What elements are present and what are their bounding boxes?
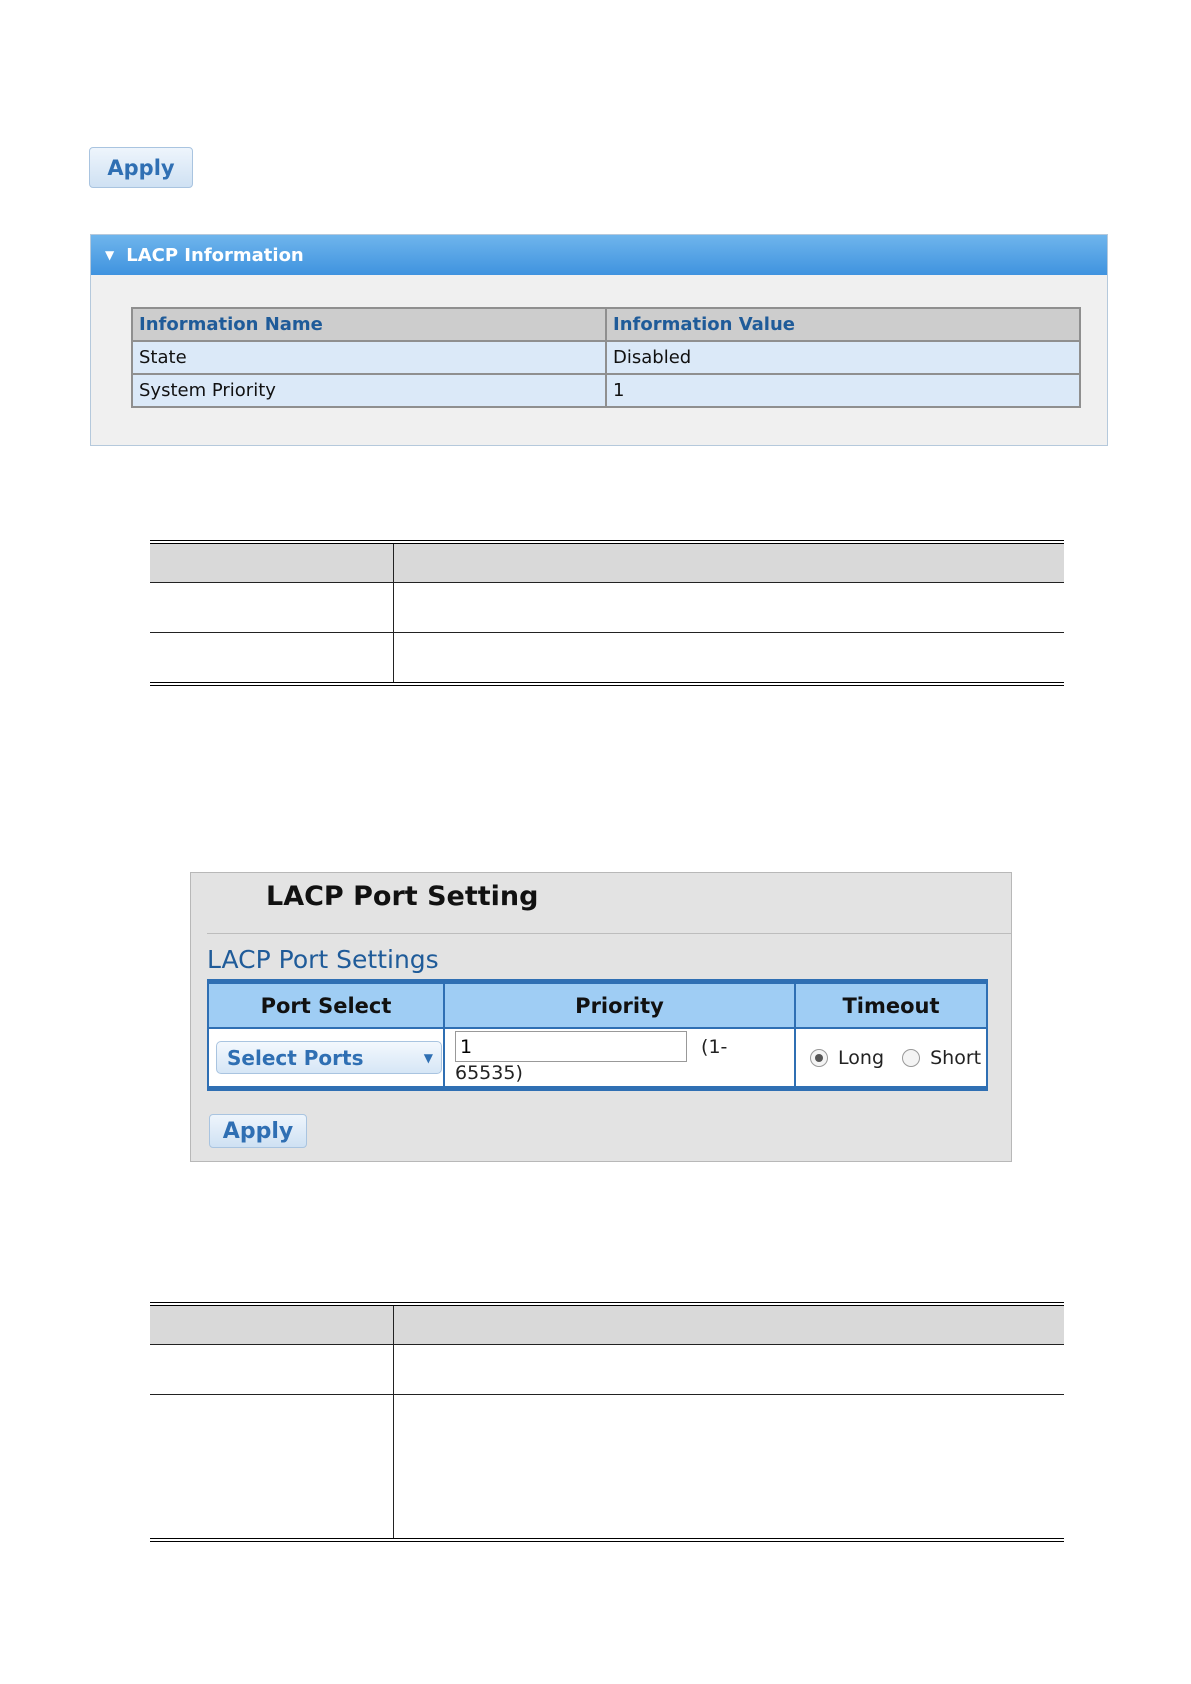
column-header-information-name: Information Name — [132, 308, 606, 341]
lacp-information-header[interactable] — [91, 235, 1107, 275]
description-header-row — [150, 544, 1064, 583]
select-ports-dropdown[interactable] — [216, 1041, 442, 1074]
apply-button[interactable]: Apply — [89, 147, 193, 188]
description-row — [150, 583, 1064, 633]
description-cell — [150, 544, 394, 582]
column-header-information-value: Information Value — [606, 308, 1080, 341]
table-header-row — [132, 308, 1080, 341]
port-select-cell — [209, 1028, 444, 1086]
timeout-long-radio[interactable] — [810, 1049, 828, 1067]
lacp-information-title: LACP Information — [126, 244, 304, 266]
info-name-cell: State — [132, 341, 606, 374]
timeout-short-radio[interactable] — [902, 1049, 920, 1067]
apply-port-settings-button[interactable]: Apply — [209, 1114, 307, 1148]
description-header-row — [150, 1306, 1064, 1345]
table-row — [132, 341, 1080, 374]
description-table-1 — [150, 540, 1064, 686]
description-cell — [394, 583, 1064, 632]
table-header-row — [209, 984, 986, 1028]
description-row — [150, 1395, 1064, 1538]
dropdown-caret-icon: ▼ — [423, 1050, 433, 1065]
description-row — [150, 633, 1064, 682]
description-cell — [150, 1345, 394, 1394]
priority-input[interactable] — [455, 1031, 687, 1062]
divider — [207, 933, 1011, 934]
timeout-long-label: Long — [838, 1046, 885, 1069]
lacp-port-setting-panel — [190, 872, 1012, 1162]
timeout-short-label: Short — [930, 1046, 982, 1069]
column-header-timeout: Timeout — [795, 984, 986, 1028]
select-ports-label: Select Ports — [227, 1045, 364, 1070]
description-cell — [150, 1306, 394, 1344]
table-row — [132, 374, 1080, 407]
info-value-cell: Disabled — [606, 341, 1080, 374]
port-settings-table — [207, 979, 988, 1091]
column-header-priority: Priority — [444, 984, 795, 1028]
description-row — [150, 1345, 1064, 1395]
description-cell — [394, 1345, 1064, 1394]
description-table-2 — [150, 1302, 1064, 1542]
timeout-cell — [795, 1028, 986, 1086]
description-cell — [150, 1395, 394, 1538]
description-cell — [394, 1395, 1064, 1538]
description-cell — [394, 544, 1064, 582]
lacp-information-table — [131, 307, 1081, 408]
info-name-cell: System Priority — [132, 374, 606, 407]
collapse-triangle-icon[interactable]: ▼ — [105, 248, 115, 262]
lacp-information-panel — [90, 234, 1108, 446]
description-cell — [150, 583, 394, 632]
priority-range-hint: (1-65535) — [455, 1035, 728, 1084]
description-cell — [150, 633, 394, 682]
description-cell — [394, 1306, 1064, 1344]
column-header-port-select: Port Select — [209, 984, 444, 1028]
page-title: LACP Port Setting — [266, 881, 539, 912]
table-row — [209, 1028, 986, 1086]
section-title: LACP Port Settings — [207, 945, 439, 974]
description-cell — [394, 633, 1064, 682]
priority-cell — [444, 1028, 795, 1086]
info-value-cell: 1 — [606, 374, 1080, 407]
